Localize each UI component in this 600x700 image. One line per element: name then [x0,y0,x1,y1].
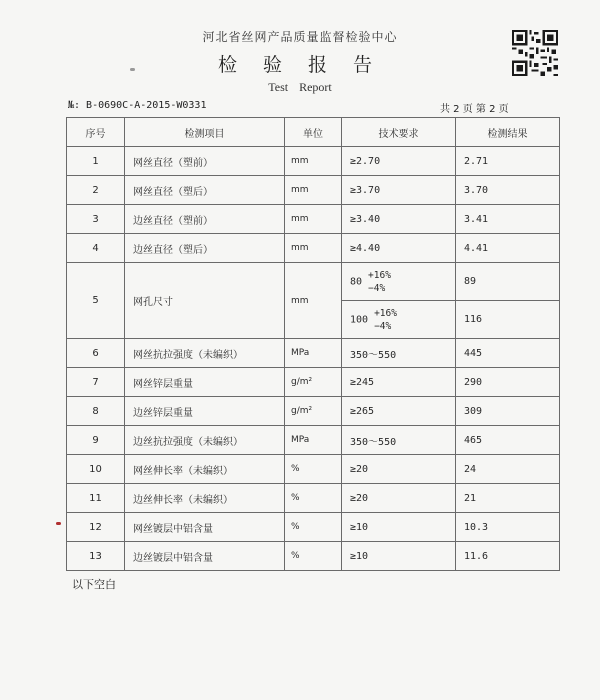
tolerance [374,307,397,333]
table-row [67,147,560,176]
row-item: 边丝抗拉强度（未编织） [125,426,285,455]
table-row [67,513,560,542]
row-requirement: 350～550 [342,426,456,455]
row-requirement-sub [342,263,456,301]
row-no: 1 [67,147,125,176]
table-row [67,205,560,234]
row-unit: % [285,542,342,571]
row-no: 3 [67,205,125,234]
paper-mark [56,522,61,525]
row-item: 网丝直径（塑前） [125,147,285,176]
row-no: 13 [67,542,125,571]
row-result: 309 [456,397,560,426]
row-result: 3.70 [456,176,560,205]
column-header-no: 序号 [67,118,125,147]
requirement-base: 100 [350,314,369,325]
row-requirement-sub [342,301,456,339]
row-requirement: ≥245 [342,368,456,397]
row-unit: mm [285,234,342,263]
organization-name: 河北省丝网产品质量监督检验中心 [202,30,398,44]
table-row [67,176,560,205]
row-unit: MPa [285,339,342,368]
row-item: 边丝伸长率（未编织） [125,484,285,513]
table-row [67,234,560,263]
row-requirement: ≥265 [342,397,456,426]
row-result: 24 [456,455,560,484]
row-requirement: 350～550 [342,339,456,368]
row-unit: mm [285,147,342,176]
row-unit: % [285,455,342,484]
row-result: 21 [456,484,560,513]
row-no: 8 [67,397,125,426]
paper-mark [130,68,135,71]
row-result: 10.3 [456,513,560,542]
row-no: 11 [67,484,125,513]
blank-below-note: 以下空白 [72,578,116,591]
row-result: 445 [456,339,560,368]
row-no: 4 [67,234,125,263]
row-unit: % [285,513,342,542]
row-item: 网丝抗拉强度（未编织） [125,339,285,368]
row-no: 5 [67,263,125,339]
qr-code-icon [512,30,558,76]
row-item: 网丝镀层中铝含量 [125,513,285,542]
row-item: 边丝镀层中铝含量 [125,542,285,571]
row-no: 6 [67,339,125,368]
row-requirement: ≥3.70 [342,176,456,205]
row-item: 网丝直径（塑后） [125,176,285,205]
row-result: 2.71 [456,147,560,176]
row-requirement: ≥20 [342,455,456,484]
column-header-requirement: 技术要求 [342,118,456,147]
tolerance [368,269,391,295]
table-row [67,484,560,513]
table-row [67,455,560,484]
table-row [67,397,560,426]
row-result: 11.6 [456,542,560,571]
row-item: 边丝直径（塑前） [125,205,285,234]
test-results-table [66,117,560,571]
table-row [67,339,560,368]
row-result-sub: 116 [456,301,560,339]
report-title-en: Test Report [268,80,332,94]
column-header-result: 检测结果 [456,118,560,147]
tolerance-plus: +16% [368,269,391,281]
table-row [67,368,560,397]
row-requirement: ≥3.40 [342,205,456,234]
row-result: 465 [456,426,560,455]
document-number: №: B-0690C-A-2015-W0331 [68,100,207,111]
row-unit: mm [285,176,342,205]
row-no: 7 [67,368,125,397]
row-result: 290 [456,368,560,397]
row-requirement: ≥10 [342,513,456,542]
row-requirement: ≥10 [342,542,456,571]
tolerance-minus: −4% [374,320,392,332]
row-result: 4.41 [456,234,560,263]
row-no: 10 [67,455,125,484]
tolerance-minus: −4% [368,282,386,294]
row-item: 边丝直径（塑后） [125,234,285,263]
requirement-base: 80 [350,276,363,287]
row-unit: g/m² [285,368,342,397]
row-unit: MPa [285,426,342,455]
row-item: 网孔尺寸 [125,263,285,339]
row-no: 9 [67,426,125,455]
row-unit: % [285,484,342,513]
row-unit: g/m² [285,397,342,426]
row-unit: mm [285,205,342,234]
table-row [67,263,560,301]
tolerance-plus: +16% [374,307,397,319]
row-requirement: ≥4.40 [342,234,456,263]
row-requirement: ≥2.70 [342,147,456,176]
column-header-unit: 单位 [285,118,342,147]
row-item: 网丝伸长率（未编织） [125,455,285,484]
row-unit: mm [285,263,342,339]
row-no: 2 [67,176,125,205]
column-header-item: 检测项目 [125,118,285,147]
row-item: 网丝锌层重量 [125,368,285,397]
report-title-cn: 检 验 报 告 [217,54,383,76]
table-row [67,542,560,571]
page-indicator: 共 2 页 第 2 页 [440,104,509,115]
row-item: 边丝锌层重量 [125,397,285,426]
table-header-row [67,118,560,147]
table-row [67,426,560,455]
row-result-sub: 89 [456,263,560,301]
row-requirement: ≥20 [342,484,456,513]
row-no: 12 [67,513,125,542]
row-result: 3.41 [456,205,560,234]
